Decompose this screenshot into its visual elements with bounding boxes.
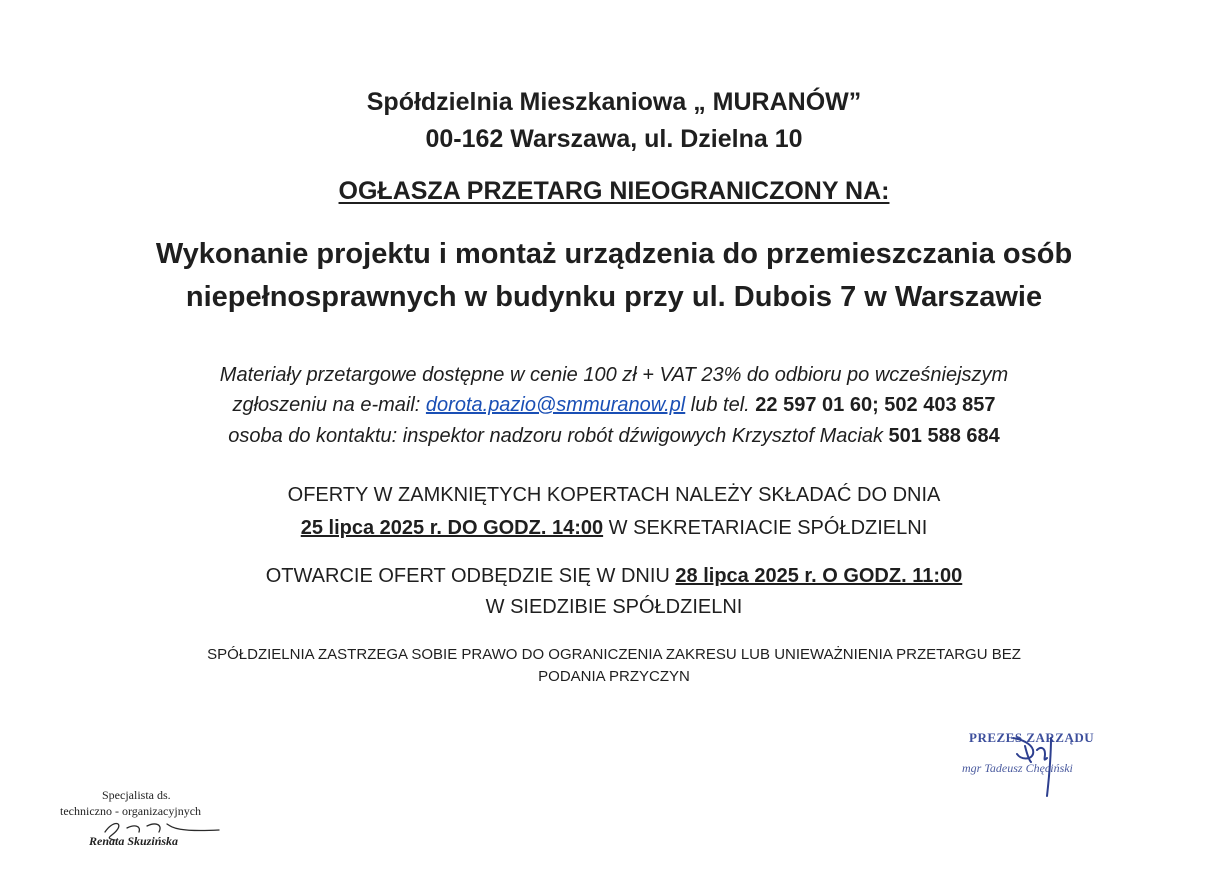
email-link[interactable]: dorota.pazio@smmuranow.pl — [425, 394, 686, 416]
materials-prefix: zgłoszeniu na e-mail: — [232, 394, 426, 416]
opening-line-1 — [0, 565, 1228, 588]
offers-line-2 — [0, 517, 1228, 540]
notice-line-1: SPÓŁDZIELNIA ZASTRZEGA SOBIE PRAWO DO OGRANICZENIA ZAKRESU LUB UNIEWAŻNIENIA PRZETARGU BEZ — [207, 646, 1021, 663]
materials-line-3 — [0, 425, 1228, 448]
specialist-stamp — [55, 788, 235, 858]
phone-numbers: 22 597 01 60; 502 403 857 — [755, 394, 996, 416]
prezes-title: PREZES ZARZĄDU — [969, 730, 1095, 745]
org-address: 00-162 Warszawa, ul. Dzielna 10 — [425, 125, 803, 153]
materials-mid: lub tel. — [685, 394, 756, 416]
notice-line-2: PODANIA PRZYCZYN — [538, 668, 690, 685]
offers-line-1: OFERTY W ZAMKNIĘTYCH KOPERTACH NALEŻY SKŁADAĆ DO DNIA — [287, 484, 941, 506]
subject-line-1: Wykonanie projektu i montaż urządzenia do przemieszczania osób — [155, 238, 1073, 270]
offers-location: W SEKRETARIACIE SPÓŁDZIELNI — [603, 517, 928, 539]
specialist-name: Renata Skuzińska — [89, 834, 179, 848]
specialist-signature — [55, 788, 235, 858]
specialist-title-1: Specjalista ds. — [102, 788, 171, 802]
contact-person: osoba do kontaktu: inspektor nadzoru robót dźwigowych Krzysztof Maciak — [228, 425, 889, 447]
subject-line-2: niepełnosprawnych w budynku przy ul. Dubois 7 w Warszawie — [185, 281, 1043, 313]
opening-prefix: OTWARCIE OFERT ODBĘDZIE SIĘ W DNIU — [265, 565, 676, 587]
headline: OGŁASZA PRZETARG NIEOGRANICZONY NA: — [338, 177, 890, 205]
org-name: Spółdzielnia Mieszkaniowa „ MURANÓW” — [366, 88, 862, 116]
opening-line-2: W SIEDZIBIE SPÓŁDZIELNI — [485, 596, 743, 618]
prezes-stamp — [955, 728, 1115, 798]
prezes-name: mgr Tadeusz Chęciński — [962, 761, 1073, 775]
offers-deadline: 25 lipca 2025 r. DO GODZ. 14:00 — [300, 517, 604, 539]
opening-date: 28 lipca 2025 r. O GODZ. 11:00 — [675, 565, 963, 587]
specialist-title-2: techniczno - organizacyjnych — [60, 804, 202, 818]
materials-line-1: Materiały przetargowe dostępne w cenie 100 zł + VAT 23% do odbioru po wcześniejszym — [219, 364, 1009, 386]
prezes-signature — [955, 728, 1115, 800]
materials-line-2 — [0, 394, 1228, 417]
contact-phone: 501 588 684 — [888, 425, 1000, 447]
